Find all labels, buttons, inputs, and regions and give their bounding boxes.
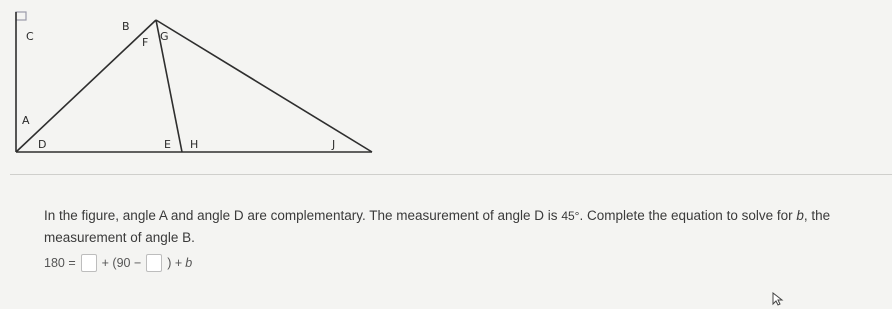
segment-d-b xyxy=(16,20,156,152)
answer-box-1[interactable] xyxy=(81,254,97,272)
label-f: F xyxy=(142,36,149,49)
equation-lhs: 180 = xyxy=(44,256,76,270)
segment-b-j xyxy=(156,20,372,152)
angle-d-value: 45° xyxy=(561,209,580,223)
variable-b: b xyxy=(796,208,804,223)
question-text-part: , the xyxy=(803,208,831,223)
label-c: C xyxy=(26,30,34,43)
label-h: H xyxy=(190,138,199,151)
label-d: D xyxy=(38,138,47,151)
question-text-part: . Complete the equation to solve for xyxy=(579,208,797,223)
equation-middle: + (90 − xyxy=(101,256,142,270)
question-text xyxy=(44,205,864,249)
answer-box-2[interactable] xyxy=(146,254,162,272)
arrow-cursor-icon xyxy=(772,292,784,306)
right-angle-marker xyxy=(16,12,26,20)
label-j: J xyxy=(332,138,336,151)
equation-variable-b: b xyxy=(185,256,193,270)
label-e: E xyxy=(164,138,171,151)
question-text-part: In the figure, angle A and angle D are complementary. The measurement of angle D is xyxy=(44,208,562,223)
equation-close: ) + xyxy=(167,256,183,270)
equation xyxy=(44,254,192,272)
geometry-figure xyxy=(0,0,400,170)
question-line-1 xyxy=(44,205,864,227)
section-divider xyxy=(10,174,892,175)
question-line-2: measurement of angle B. xyxy=(44,230,195,245)
label-a: A xyxy=(22,114,30,127)
label-g: G xyxy=(160,30,169,43)
label-b: B xyxy=(122,20,130,33)
